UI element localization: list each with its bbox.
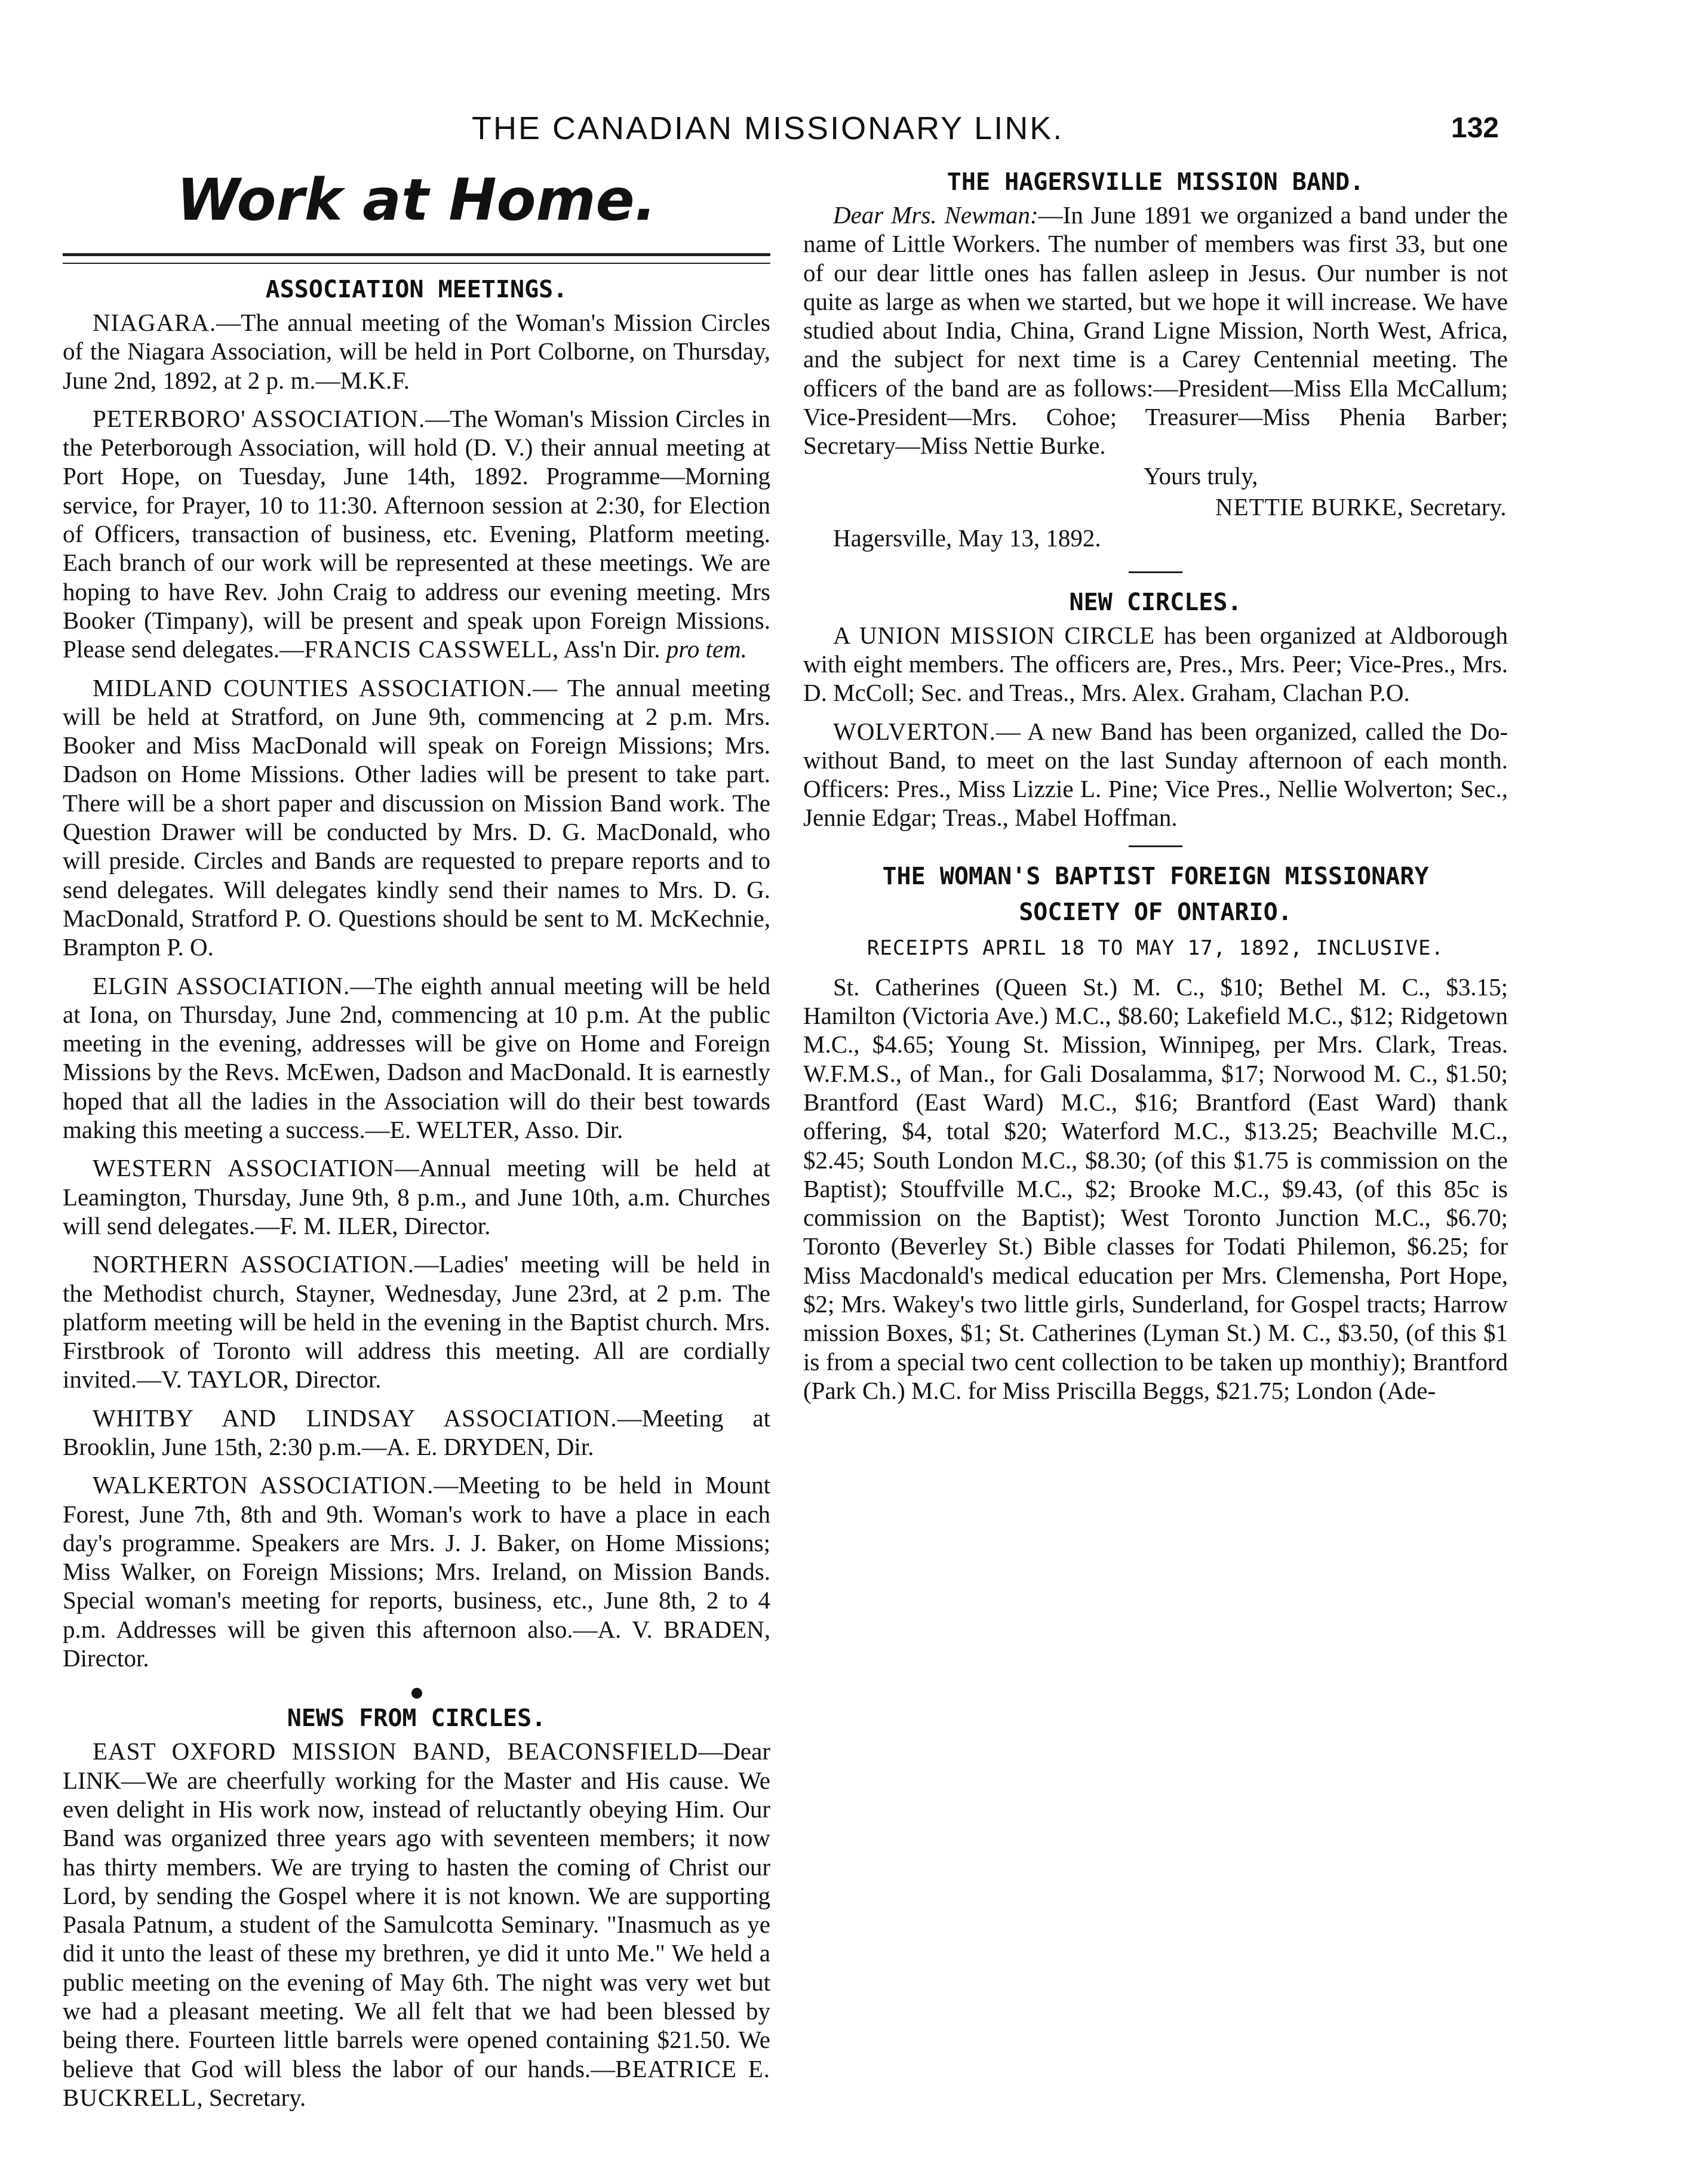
- western-text: —Annual meeting will be held at Leamington, Thursday, June 9th, 8 p.m., and June 10th, a.m. Churches will send delegates.—F. M. ILER, Director.: [63, 1154, 770, 1239]
- page-number: 132: [1451, 112, 1499, 144]
- western-notice: [63, 1153, 770, 1240]
- hagersville-text: —In June 1891 we organized a band under the name of Little Workers. The number of members was first 33, but one of our dear little ones has fallen asleep in Jesus. Our number is not quite as large as when we started, but we hope it will increase. We have studied about India, China, Grand Ligne Mission, North West, Africa, and the subject for next time is a Carey Centennial meeting. The officers of the band are as follows:—President—Miss Ella McCallum; Vice-President—Mrs. Cohoe; Treasurer—Miss Phenia Barber; Secretary—Miss Nettie Burke.: [803, 201, 1508, 460]
- peterboro-name: PETERBORO' ASSOCIATION.: [93, 404, 426, 432]
- peterboro-pro-tem: pro tem.: [666, 635, 747, 663]
- section-ornament: [411, 1688, 422, 1699]
- right-column: [803, 162, 1508, 1405]
- east-oxford-name: EAST OXFORD MISSION BAND, BEACONSFIELD: [93, 1737, 699, 1765]
- news-from-circles-heading: NEWS FROM CIRCLES.: [287, 1705, 546, 1733]
- peterboro-signature: FRANCIS CASSWELL: [304, 635, 552, 663]
- midland-name: MIDLAND COUNTIES ASSOCIATION.: [93, 673, 533, 702]
- walkerton-name: WALKERTON ASSOCIATION.: [93, 1471, 434, 1499]
- walkerton-notice: [63, 1471, 770, 1672]
- walkerton-text: —Meeting to be held in Mount Forest, June 7th, 8th and 9th. Woman's work to have a place in each day's programme. Speakers are Mrs. J. J. Baker, on Home Missions; Miss Walker, on Foreign Missions; Mrs. Ireland, on Mission Bands. Special woman's meeting for reports, business, etc., June 8th, 2 to 4 p.m. Addresses will be given this afternoon also.—A. V. BRADEN, Director.: [63, 1471, 770, 1672]
- midland-text: — The annual meeting will be held at Stratford, on June 9th, commencing at 2 p.m. Mrs. Booker and Miss MacDonald will speak on Foreign Missions; Mrs. Dadson on Home Missions. Other ladies will be present to take part. There will be a short paper and discussion on Mission Band work. The Question Drawer will be conducted by Mrs. D. G. MacDonald, who will preside. Circles and Bands are requested to prepare reports and to send delegates. Will delegates kindly send their names to Mrs. D. G. MacDonald, Stratford P. O. Questions should be sent to M. McKechnie, Brampton P. O.: [63, 673, 770, 961]
- hagersville-salutation: Dear Mrs. Newman:: [833, 201, 1038, 229]
- elgin-name: ELGIN ASSOCIATION.: [93, 971, 351, 999]
- hagersville-signature-suffix: , Secretary.: [1397, 493, 1507, 521]
- peterboro-notice: [63, 404, 770, 664]
- wolverton-notice: [803, 717, 1508, 832]
- east-oxford-salutation: —Dear LINK: [63, 1737, 770, 1794]
- east-oxford-signature-suffix: , Secretary.: [196, 2083, 306, 2111]
- northern-text: —Ladies' meeting will be held in the Methodist church, Stayner, Wednesday, June 23rd, at 2 p.m. The platform meeting will be held in the evening in the Baptist church. Mrs. Firstbrook of Toronto will address this meeting. All are cordially invited.—V. TAYLOR, Director.: [63, 1250, 771, 1394]
- hagersville-signature: NETTIE BURKE: [1215, 493, 1397, 521]
- receipts-list: St. Catherines (Queen St.) M. C., $10; Bethel M. C., $3.15; Hamilton (Victoria Ave.) M.C., $8.60; Lakefield M.C., $12; Ridgetown M.C., $4.65; Young St. Mission, Winnipeg, per Mrs. Clark, Treas. W.F.M.S., of Man., for Gali Dosalamma, $17; Norwood M. C., $1.50; Brantford (East Ward) M.C., $16; Brantford (East Ward) thank offering, $4, total $20; Waterford M.C., $13.25; Beachville M.C., $2.45; South London M.C., $8.30; (of this $1.75 is commission on the Baptist); Stouffville M.C., $2; Brooke M.C., $9.43, (of this 85c is commission on the Baptist); West Toronto Junction M.C., $6.70; Toronto (Beverley St.) Bible classes for Todati Philemon, $6.25; for Miss Macdonald's medical education per Mrs. Clemensha, Port Hope, $2; Mrs. Wakey's two little girls, Sunderland, for Gospel tracts; Harrow mission Boxes, $1; St. Catherines (Lyman St.) M. C., $3.50, (of this $1 is from a special two cent collection to be taken up monthiy); Brantford (Park Ch.) M.C. for Miss Priscilla Beggs, $21.75; London (Ade-: [803, 973, 1508, 1404]
- northern-name: NORTHERN ASSOCIATION.: [93, 1250, 414, 1278]
- society-heading-line1: THE WOMAN'S BAPTIST FOREIGN MISSIONARY: [882, 862, 1429, 890]
- east-oxford-signature: BEATRICE E. BUCKRELL: [63, 2054, 770, 2111]
- wolverton-name: WOLVERTON.: [833, 717, 996, 745]
- journal-title: THE CANADIAN MISSIONARY LINK.: [472, 110, 1064, 146]
- niagara-text: —The annual meeting of the Woman's Mission Circles of the Niagara Association, will be held in Port Colborne, on Thursday, June 2nd, 1892, at 2 p. m.—M.K.F.: [63, 309, 770, 394]
- western-name: WESTERN ASSOCIATION: [93, 1154, 395, 1182]
- society-heading-line2: SOCIETY OF ONTARIO.: [1019, 898, 1292, 926]
- elgin-notice: [63, 971, 770, 1145]
- northern-notice: [63, 1250, 770, 1394]
- union-circle-name: A UNION MISSION CIRCLE: [833, 621, 1156, 649]
- receipts-heading: RECEIPTS APRIL 18 TO MAY 17, 1892, INCLUSIVE.: [866, 936, 1445, 960]
- hagersville-closing: Yours truly,: [1144, 462, 1258, 490]
- association-meetings-heading: ASSOCIATION MEETINGS.: [265, 276, 568, 303]
- peterboro-signature-suffix: , Ass'n Dir.: [552, 635, 666, 663]
- section-divider: [1129, 845, 1182, 847]
- whitby-text: —Meeting at Brooklin, June 15th, 2:30 p.m.—A. E. DRYDEN, Dir.: [63, 1404, 770, 1460]
- hagersville-heading: THE HAGERSVILLE MISSION BAND.: [947, 168, 1365, 196]
- section-masthead: Work at Home.: [176, 167, 657, 233]
- wolverton-text: — A new Band has been organized, called the Do-without Band, to meet on the last Sunday afternoon of each month. Officers: Pres., Miss Lizzie L. Pine; Vice Pres., Nellie Wolverton; Sec., Jennie Edgar; Treas., Mabel Hoffman.: [803, 717, 1508, 832]
- section-divider: [1129, 571, 1182, 573]
- east-oxford-text: —We are cheerfully working for the Master and His cause. We even delight in His work now, instead of reluctantly obeying Him. Our Band was organized three years ago with seventeen members; it now has thirty members. We are trying to hasten the coming of Christ our Lord, by sending the Gospel where it is not known. We are supporting Pasala Patnum, a student of the Samulcotta Seminary. "Inasmuch as ye did it unto the least of these my brethren, ye did it unto Me." We held a public meeting on the evening of May 6th. The night was very wet but we had a pleasant meeting. We all felt that we had been blessed by being there. Fourteen little barrels were opened containing $21.50. We believe that God will bless the labor of our hands.—: [63, 1766, 770, 2083]
- elgin-text: —The eighth annual meeting will be held at Iona, on Thursday, June 2nd, commencing at 10 p.m. At the public meeting in the evening, addresses will be give on Home and Foreign Missions by the Revs. McEwen, Dadson and MacDonald. It is earnestly hoped that all the ladies in the Association will do their best towards making this meeting a success.—E. WELTER, Asso. Dir.: [63, 971, 770, 1144]
- hagersville-signature-line: [803, 491, 1508, 522]
- union-circle-text: has been organized at Aldborough with eight members. The officers are, Pres., Mrs. Peer; Vice-Pres., Mrs. D. McColl; Sec. and Treas., Mrs. Alex. Graham, Clachan P.O.: [803, 621, 1508, 707]
- union-circle-notice: [803, 621, 1508, 708]
- page-header: [66, 107, 1499, 155]
- niagara-name: NIAGARA.: [93, 309, 217, 336]
- east-oxford-letter-start: [63, 1737, 770, 2112]
- hagersville-place-date: Hagersville, May 13, 1892.: [833, 524, 1101, 552]
- midland-notice: [63, 673, 770, 962]
- left-column: [63, 162, 770, 2112]
- whitby-name: WHITBY AND LINDSAY ASSOCIATION.: [93, 1404, 617, 1432]
- hagersville-letter: [803, 201, 1508, 460]
- masthead-rule: [63, 253, 770, 264]
- whitby-notice: [63, 1404, 770, 1462]
- peterboro-text: —The Woman's Mission Circles in the Peterborough Association, will hold (D. V.) their annual meeting at Port Hope, on Tuesday, June 14th, 1892. Programme—Morning service, for Prayer, 10 to 11:30. Afternoon session at 2:30, for Election of Officers, transaction of business, etc. Evening, Platform meeting. Each branch of our work will be represented at these meetings. We are hoping to have Rev. John Craig to address our evening meeting. Mrs Booker (Timpany), will be present and speak upon Foreign Missions. Please send delegates.—: [63, 404, 770, 663]
- niagara-notice: [63, 308, 770, 395]
- new-circles-heading: NEW CIRCLES.: [1069, 588, 1242, 616]
